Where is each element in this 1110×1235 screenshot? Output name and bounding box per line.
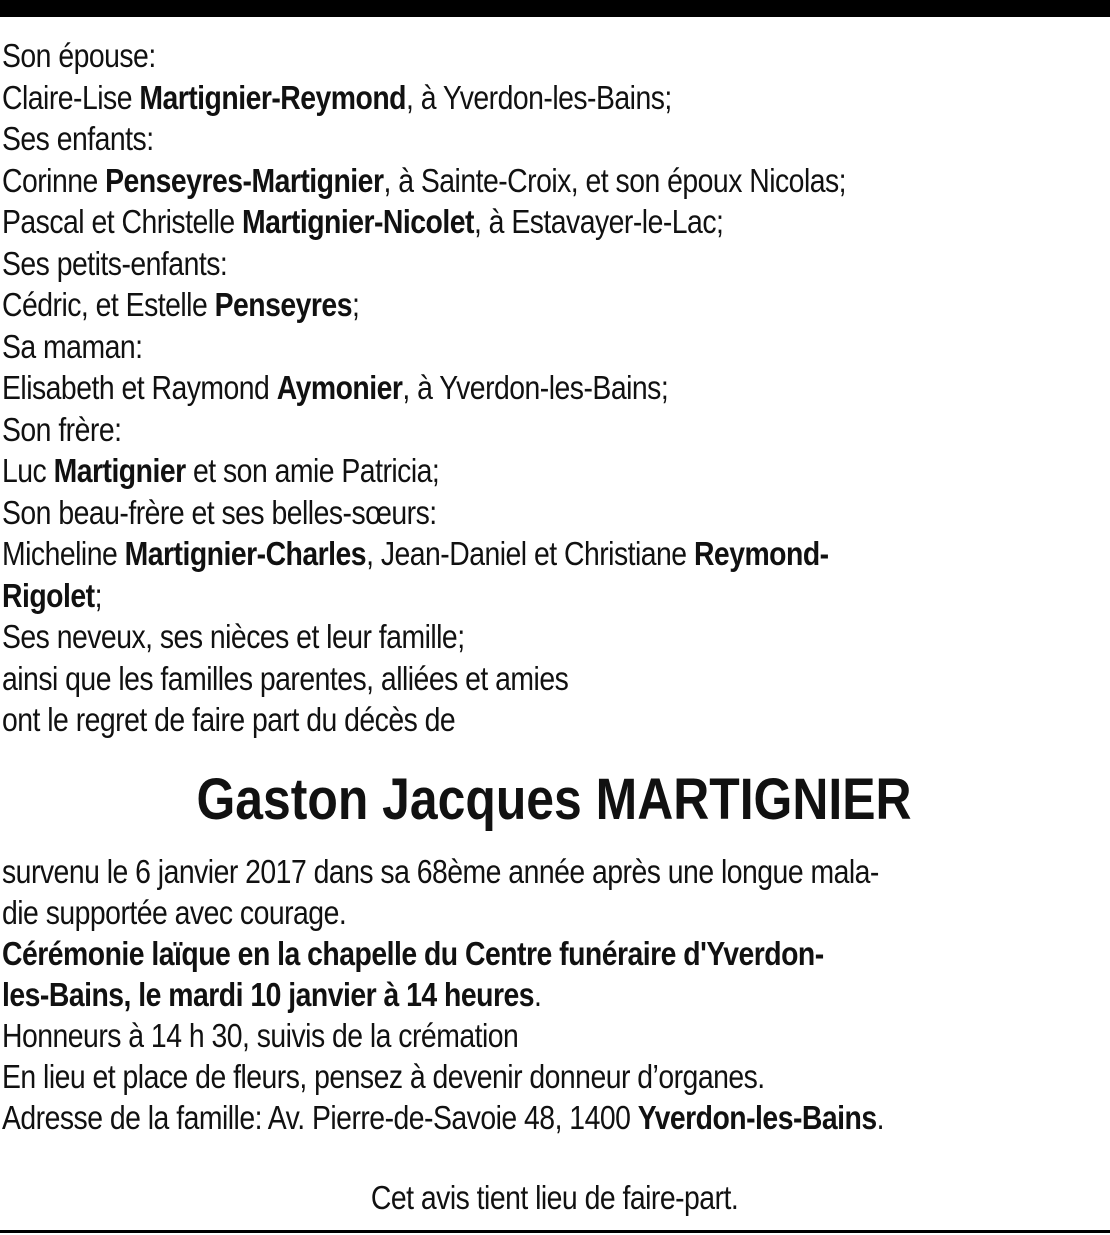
- line-middle: , Jean-Daniel et Christiane: [366, 535, 694, 572]
- address-end: .: [876, 1098, 884, 1136]
- line-rest: ;: [94, 576, 102, 614]
- inlaws-line-continued: [2, 575, 951, 617]
- inlaws-line: [2, 533, 951, 575]
- nephews-line: Ses neveux, ses nièces et leur famille;: [2, 618, 465, 655]
- line-rest: ;: [351, 286, 360, 323]
- given-name: Claire-Lise: [2, 78, 140, 116]
- ceremony-line: [2, 974, 1105, 1015]
- bottom-rule: [0, 1230, 1110, 1233]
- ceremony-text: les-Bains, le mardi 10 janvier à 14 heures: [2, 975, 535, 1013]
- death-line: survenu le 6 janvier 2017 dans sa 68ème année après une longue mala-: [2, 852, 879, 890]
- line-rest: et son amie Patricia;: [185, 452, 440, 489]
- surname: Rigolet: [2, 576, 95, 614]
- families-line: ainsi que les familles parentes, alliées et amies: [2, 659, 569, 697]
- honours-line: Honneurs à 14 h 30, suivis de la crémation: [2, 1016, 519, 1054]
- death-details: [2, 851, 1105, 1138]
- given-name: Corinne: [2, 161, 106, 199]
- child-line: [2, 160, 951, 202]
- inlaws-heading: Son beau-frère et ses belles-sœurs:: [2, 493, 437, 531]
- address-line: [2, 1097, 1105, 1138]
- given-name: Elisabeth et Raymond: [2, 369, 277, 406]
- deceased-name: Gaston Jacques MARTIGNIER: [196, 766, 912, 832]
- line-rest: , à Estavayer-le-Lac;: [473, 203, 724, 240]
- ceremony-line: Cérémonie laïque en la chapelle du Centre funéraire d'Yverdon-: [2, 934, 824, 972]
- children-heading: Ses enfants:: [2, 120, 154, 157]
- flowers-line: En lieu et place de fleurs, pensez à devenir donneur d’organes.: [2, 1057, 765, 1095]
- given-name: Micheline: [2, 535, 125, 572]
- mother-heading: Sa maman:: [2, 327, 143, 365]
- grandchildren-line: [2, 284, 951, 326]
- footer-note: [0, 1176, 1110, 1220]
- mother-line: [2, 367, 951, 409]
- address-city: Yverdon-les-Bains: [637, 1098, 877, 1136]
- surname: Aymonier: [276, 369, 403, 406]
- ceremony-end: .: [534, 975, 542, 1013]
- line-rest: , à Yverdon-les-Bains;: [402, 369, 669, 406]
- spouse-heading: Son épouse:: [2, 37, 156, 74]
- surname: Martignier-Reymond: [139, 78, 406, 116]
- spouse-line: [2, 77, 951, 119]
- brother-heading: Son frère:: [2, 410, 122, 448]
- brother-line: [2, 450, 951, 492]
- death-line: die supportée avec courage.: [2, 893, 347, 931]
- line-rest: , à Yverdon-les-Bains;: [405, 78, 672, 116]
- surname: Martignier-Charles: [124, 535, 367, 572]
- given-name: Cédric, et Estelle: [2, 286, 215, 323]
- child-line: [2, 201, 951, 243]
- address-prefix: Adresse de la famille: Av. Pierre-de-Savoie 48, 1400: [2, 1098, 638, 1136]
- surname: Martignier: [53, 452, 186, 489]
- surname: Penseyres-Martignier: [105, 161, 384, 199]
- obituary-content: [2, 35, 1106, 1138]
- surname: Penseyres: [214, 286, 352, 323]
- footer-text: Cet avis tient lieu de faire-part.: [371, 1179, 739, 1216]
- surname: Reymond-: [693, 535, 829, 572]
- top-rule: [0, 0, 1110, 17]
- given-name: Pascal et Christelle: [2, 203, 242, 240]
- surname: Martignier-Nicolet: [241, 203, 474, 240]
- given-name: Luc: [2, 452, 54, 489]
- grandchildren-heading: Ses petits-enfants:: [2, 244, 228, 282]
- line-rest: , à Sainte-Croix, et son époux Nicolas;: [383, 161, 847, 199]
- regret-line: ont le regret de faire part du décès de: [2, 701, 456, 738]
